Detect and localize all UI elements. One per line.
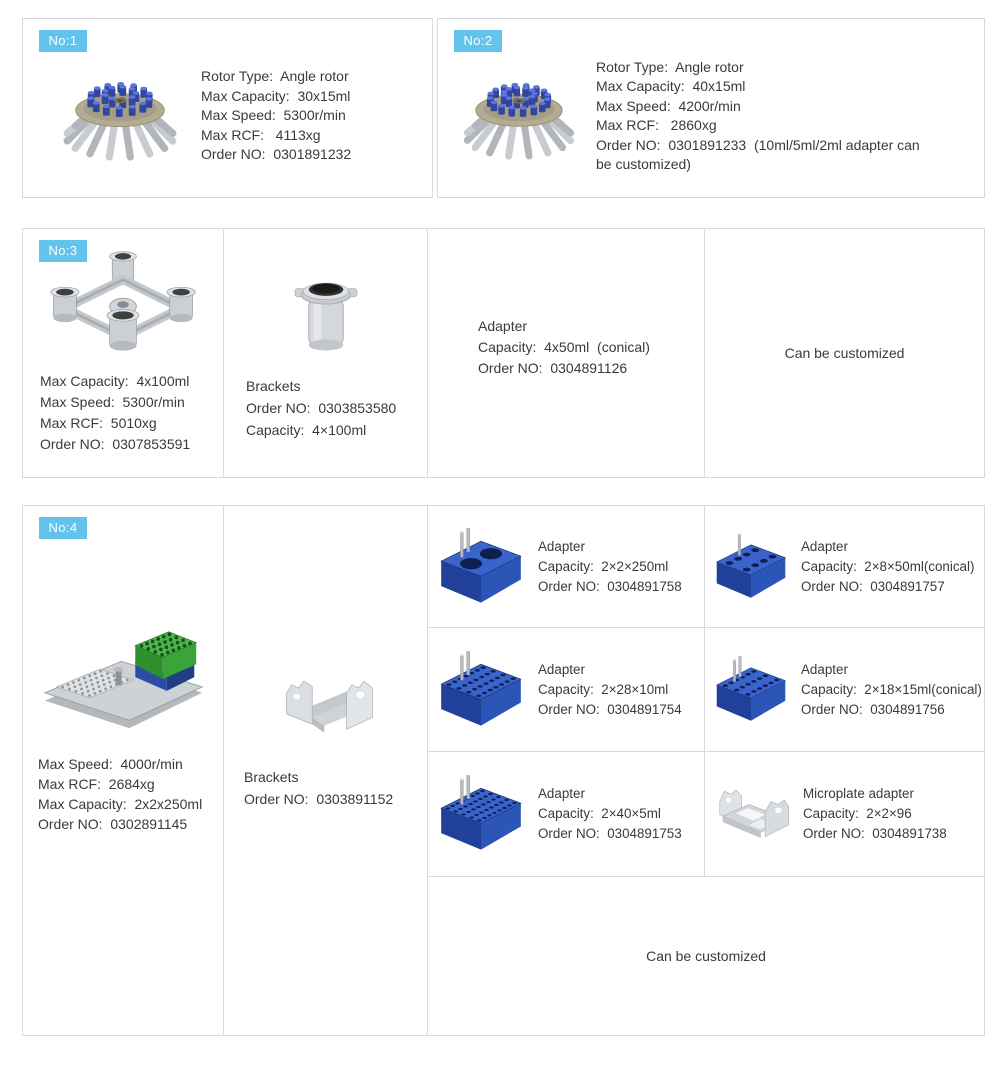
adapter-cell xyxy=(428,229,705,477)
adapter-cell xyxy=(705,628,984,752)
spec-line: Order NO: 0303891152 xyxy=(244,791,394,807)
spec-line: Order NO: 0303853580 xyxy=(246,400,397,416)
bucket-bracket-image xyxy=(284,265,368,365)
spec-line: Order NO: 0302891145 xyxy=(38,816,188,832)
microplate-adapter-image xyxy=(711,779,793,849)
tube-adapter-image xyxy=(434,528,528,606)
sheet-bracket-image xyxy=(270,664,382,750)
adapter-specs xyxy=(803,784,947,844)
spec-line: Capacity: 2×2×96 xyxy=(803,806,912,821)
spec-line: Max RCF: 5010xg xyxy=(40,415,157,431)
spec-line: Rotor Type: Angle rotor xyxy=(201,68,349,85)
spec-line: Max Speed: 5300r/min xyxy=(201,107,346,124)
spec-line: Order NO: 0304891753 xyxy=(538,826,682,841)
brackets-title: Brackets xyxy=(246,378,301,394)
adapter-specs xyxy=(538,660,682,720)
spec-line: Order NO: 0304891756 xyxy=(801,701,945,717)
spec-line: Capacity: 2×28×10ml xyxy=(538,681,669,697)
adapter-specs xyxy=(538,537,682,597)
rotor-cell-no3 xyxy=(23,229,224,477)
spec-line: Order NO: 0307853591 xyxy=(40,436,191,452)
spec-line: Order NO: 0304891738 xyxy=(803,826,947,841)
adapter-title: Adapter xyxy=(801,661,848,677)
product-row-no4 xyxy=(22,505,985,1036)
spec-line: Max RCF: 2684xg xyxy=(38,776,155,792)
spec-line: Max Capacity: 2x2x250ml xyxy=(38,796,203,812)
swing-rotor-image xyxy=(44,251,202,369)
rotor-cell-no4 xyxy=(23,506,224,1035)
customized-note: Can be customized xyxy=(784,345,905,361)
spec-line: Max Speed: 4200r/min xyxy=(596,97,741,114)
cell-number-badge: No:4 xyxy=(39,517,87,539)
spec-line: Capacity: 2×40×5ml xyxy=(538,806,661,821)
adapter-specs xyxy=(538,784,682,844)
tube-adapter-image xyxy=(434,775,528,853)
rotor-specs xyxy=(40,371,223,455)
tube-adapter-image xyxy=(711,533,791,601)
adapter-specs xyxy=(801,660,982,720)
product-row-no3 xyxy=(22,228,985,478)
spec-line: Capacity: 2×2×250ml xyxy=(538,558,669,574)
spec-line: Max Capacity: 40x15ml xyxy=(596,78,746,94)
adapter-title: Microplate adapter xyxy=(803,786,914,801)
spec-line: Order NO: 0301891232 xyxy=(201,146,352,163)
cell-number-badge: No:1 xyxy=(39,30,87,52)
adapter-cell xyxy=(428,628,705,752)
adapter-title: Adapter xyxy=(478,317,528,334)
adapter-title: Adapter xyxy=(538,661,585,677)
spec-line: Order NO: 0301891233 (10ml/5ml/2ml adapter can be customized) xyxy=(596,136,920,172)
spec-line: Max Capacity: 4x100ml xyxy=(40,373,190,389)
angle-rotor-image xyxy=(458,65,580,167)
customized-cell xyxy=(705,229,984,477)
rotor-specs xyxy=(38,754,223,834)
customized-cell xyxy=(428,877,984,1035)
spec-line: Max RCF: 4113xg xyxy=(201,126,321,143)
adapter-title: Adapter xyxy=(801,538,848,554)
adapter-cell xyxy=(428,506,705,628)
plate-rotor-image xyxy=(37,618,209,744)
adapter-cell xyxy=(705,506,984,628)
spec-line: Max Speed: 4000r/min xyxy=(38,756,183,772)
brackets-cell xyxy=(224,229,428,477)
spec-line: Rotor Type: Angle rotor xyxy=(596,58,744,75)
spec-line: Capacity: 2×18×15ml(conical) xyxy=(801,681,982,697)
adapter-title: Adapter xyxy=(538,786,585,801)
product-cell-no1 xyxy=(22,18,433,198)
spec-line: Capacity: 4x50ml (conical) xyxy=(478,338,650,355)
spec-line: Order NO: 0304891757 xyxy=(801,578,945,594)
customized-note: Can be customized xyxy=(646,948,766,964)
spec-line: Max Capacity: 30x15ml xyxy=(201,87,351,104)
cell-number-badge: No:3 xyxy=(39,240,87,262)
angle-rotor-image xyxy=(57,66,183,166)
adapter-specs xyxy=(801,537,974,597)
cell-number-badge: No:2 xyxy=(454,30,502,52)
adapter-title: Adapter xyxy=(538,538,585,554)
brackets-specs xyxy=(224,375,427,441)
rotor-specs xyxy=(201,67,387,165)
spec-line: Capacity: 2×8×50ml(conical) xyxy=(801,558,975,574)
brackets-title: Brackets xyxy=(244,769,299,785)
tube-adapter-image xyxy=(711,656,791,724)
adapter-cell xyxy=(428,752,705,877)
spec-line: Order NO: 0304891754 xyxy=(538,701,682,717)
tube-adapter-image xyxy=(434,651,528,729)
spec-line: Capacity: 4×100ml xyxy=(246,422,367,438)
product-cell-no2 xyxy=(437,18,985,198)
spec-line: Order NO: 0304891126 xyxy=(478,359,628,376)
spec-line: Order NO: 0304891758 xyxy=(538,578,682,594)
brackets-specs xyxy=(224,766,427,810)
brackets-cell xyxy=(224,506,428,1035)
rotor-specs xyxy=(596,58,932,175)
spec-line: Max RCF: 2860xg xyxy=(596,117,717,133)
spec-line: Max Speed: 5300r/min xyxy=(40,394,185,410)
adapter-cell xyxy=(705,752,984,877)
adapter-specs xyxy=(478,316,704,379)
